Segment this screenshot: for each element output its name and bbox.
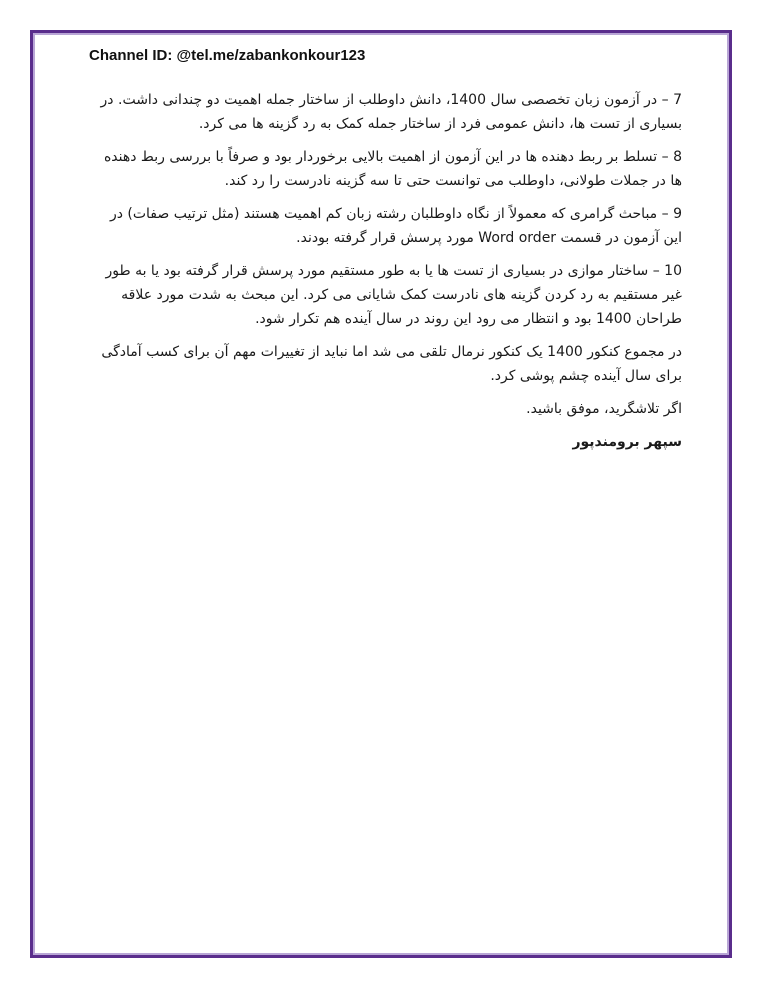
paragraph-9: 9 – مباحث گرامری که معمولاً از نگاه داوطلبان رشته زبان کم اهمیت هستند (مثل ترتیب صفات) در این آزمون در قسمت Word order مورد پرسش قرار گرفته بودند. xyxy=(109,206,682,246)
paragraph-conclusion: در مجموع کنکور 1400 یک کنکور نرمال تلقی می شد اما نباید از تغییرات مهم آن برای کسب آمادگی برای سال آینده چشم پوشی کرد. xyxy=(101,344,682,384)
channel-id-header: Channel ID: @tel.me/zabankonkour123 xyxy=(89,47,366,64)
author-signature: سپهر برومندپور xyxy=(572,434,682,450)
paragraph-10: 10 – ساختار موازی در بسیاری از تست ها یا به طور مستقیم مورد پرسش قرار گرفته بود یا به طور غیر مستقیم به رد کردن گزینه های نادرست کمک شایانی می کرد. این مبحث به شدت مورد علاقه طراحان 1400 بود و انتظار می رود این روند در سال آینده هم تکرار شود. xyxy=(105,263,682,327)
paragraph-closing: اگر تلاشگرید، موفق باشید. xyxy=(526,401,682,417)
paragraph-8: 8 – تسلط بر ربط دهنده ها در این آزمون از اهمیت بالایی برخوردار بود و صرفاً با بررسی ربط دهنده ها در جملات طولانی، داوطلب می توانست حتی تا سه گزینه نادرست را رد کند. xyxy=(103,149,682,189)
paragraph-7: 7 – در آزمون زبان تخصصی سال 1400، دانش داوطلب از ساختار جمله اهمیت دو چندانی داشت. در بسیاری از تست ها، دانش عمومی فرد از ساختار جمله کمک به رد گزینه ها می کرد. xyxy=(100,92,682,132)
document-body xyxy=(100,88,682,463)
